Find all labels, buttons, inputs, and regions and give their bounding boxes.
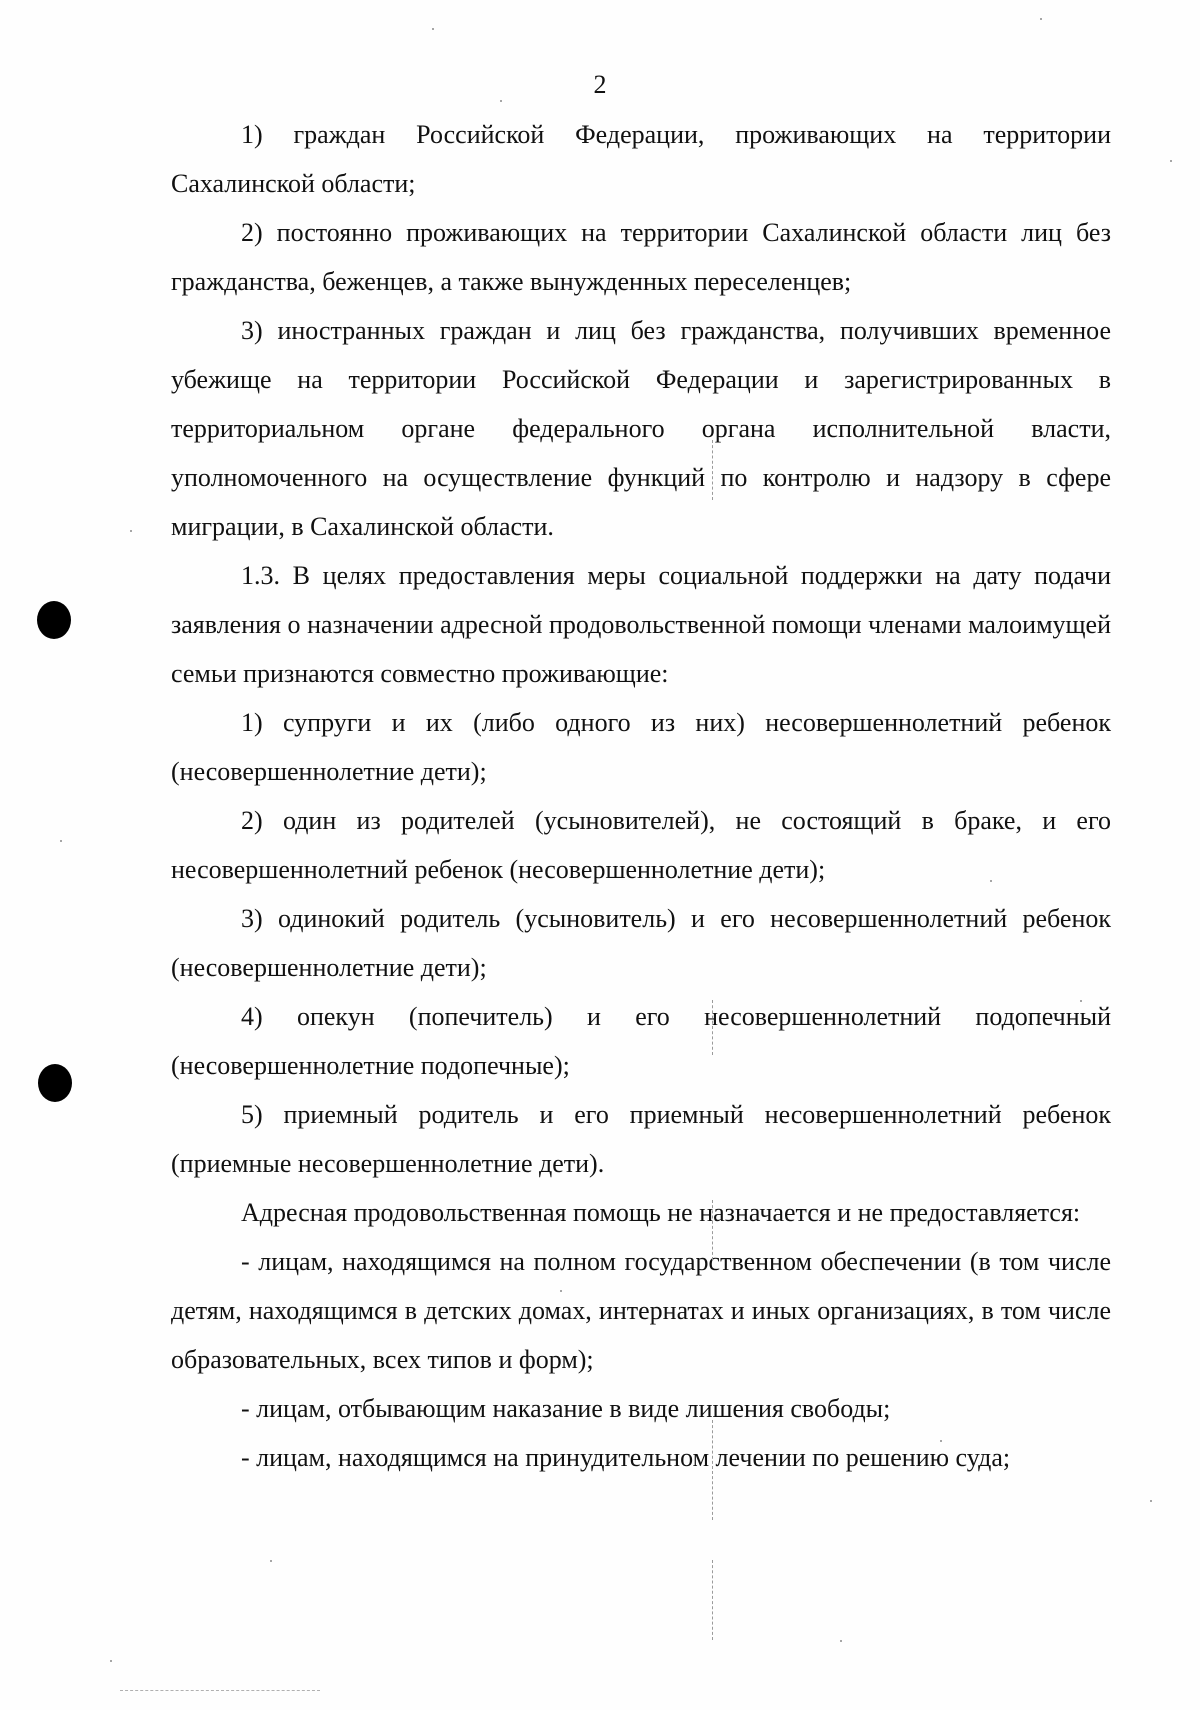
paragraph-6: 2) один из родителей (усыновителей), не состоящий в браке, и его несовершеннолетний ребенок (несовершеннолетние дети); xyxy=(171,806,1111,884)
scan-fold-mark xyxy=(712,440,713,500)
paragraph-2: 2) постоянно проживающих на территории Сахалинской области лиц без гражданства, беженцев, а также вынужденных переселенцев; xyxy=(171,218,1111,296)
scan-speck xyxy=(432,28,434,30)
punch-hole-top xyxy=(37,601,71,639)
scan-fold-mark xyxy=(712,1200,713,1260)
scan-speck xyxy=(60,840,62,842)
paragraph-4: 1.3. В целях предоставления меры социальной поддержки на дату подачи заявления о назначении адресной продовольственной помощи членами малоимущей семьи признаются совместно проживающие: xyxy=(171,561,1111,688)
paragraph-12: - лицам, отбывающим наказание в виде лишения свободы; xyxy=(241,1394,891,1423)
scan-speck xyxy=(1080,1000,1082,1002)
document-body xyxy=(171,110,1111,1482)
paragraph-13: - лицам, находящимся на принудительном лечении по решению суда; xyxy=(241,1443,1011,1472)
paragraph-10: Адресная продовольственная помощь не назначается и не предоставляется: xyxy=(241,1198,1081,1227)
scan-fold-mark xyxy=(712,1420,713,1520)
paragraph-3: 3) иностранных граждан и лиц без гражданства, получивших временное убежище на территории Российской Федерации и зарегистрированных в территориальном органе федерального органа исполнительной власти, уполномоченного на осуществление функций по контролю и надзору в сфере миграции, в Сахалинской области. xyxy=(171,316,1111,541)
scan-fold-mark xyxy=(712,1560,713,1640)
scan-edge-mark xyxy=(120,1690,320,1691)
scan-speck xyxy=(1040,18,1042,20)
punch-hole-bottom xyxy=(38,1064,72,1102)
paragraph-1: 1) граждан Российской Федерации, проживающих на территории Сахалинской области; xyxy=(171,120,1111,198)
page-number: 2 xyxy=(593,70,607,99)
scan-speck xyxy=(940,1440,942,1442)
paragraph-11: - лицам, находящимся на полном государственном обеспечении (в том числе детям, находящимся в детских домах, интернатах и иных организациях, в том числе образовательных, всех типов и форм); xyxy=(171,1247,1111,1374)
scan-speck xyxy=(560,1290,562,1292)
scan-speck xyxy=(130,530,132,532)
paragraph-5: 1) супруги и их (либо одного из них) несовершеннолетний ребенок (несовершеннолетние дети); xyxy=(171,708,1111,786)
scan-speck xyxy=(990,880,992,882)
scan-speck xyxy=(110,1660,112,1662)
scan-speck xyxy=(270,1560,272,1562)
paragraph-7: 3) одинокий родитель (усыновитель) и его несовершеннолетний ребенок (несовершеннолетние дети); xyxy=(171,904,1111,982)
paragraph-8: 4) опекун (попечитель) и его несовершеннолетний подопечный (несовершеннолетние подопечные); xyxy=(171,1002,1111,1080)
scan-speck xyxy=(500,100,502,102)
paragraph-9: 5) приемный родитель и его приемный несовершеннолетний ребенок (приемные несовершеннолетние дети). xyxy=(171,1100,1111,1178)
scan-speck xyxy=(840,1640,842,1642)
scan-speck xyxy=(1150,1500,1152,1502)
scan-fold-mark xyxy=(712,1000,713,1055)
scan-speck xyxy=(1170,160,1172,162)
